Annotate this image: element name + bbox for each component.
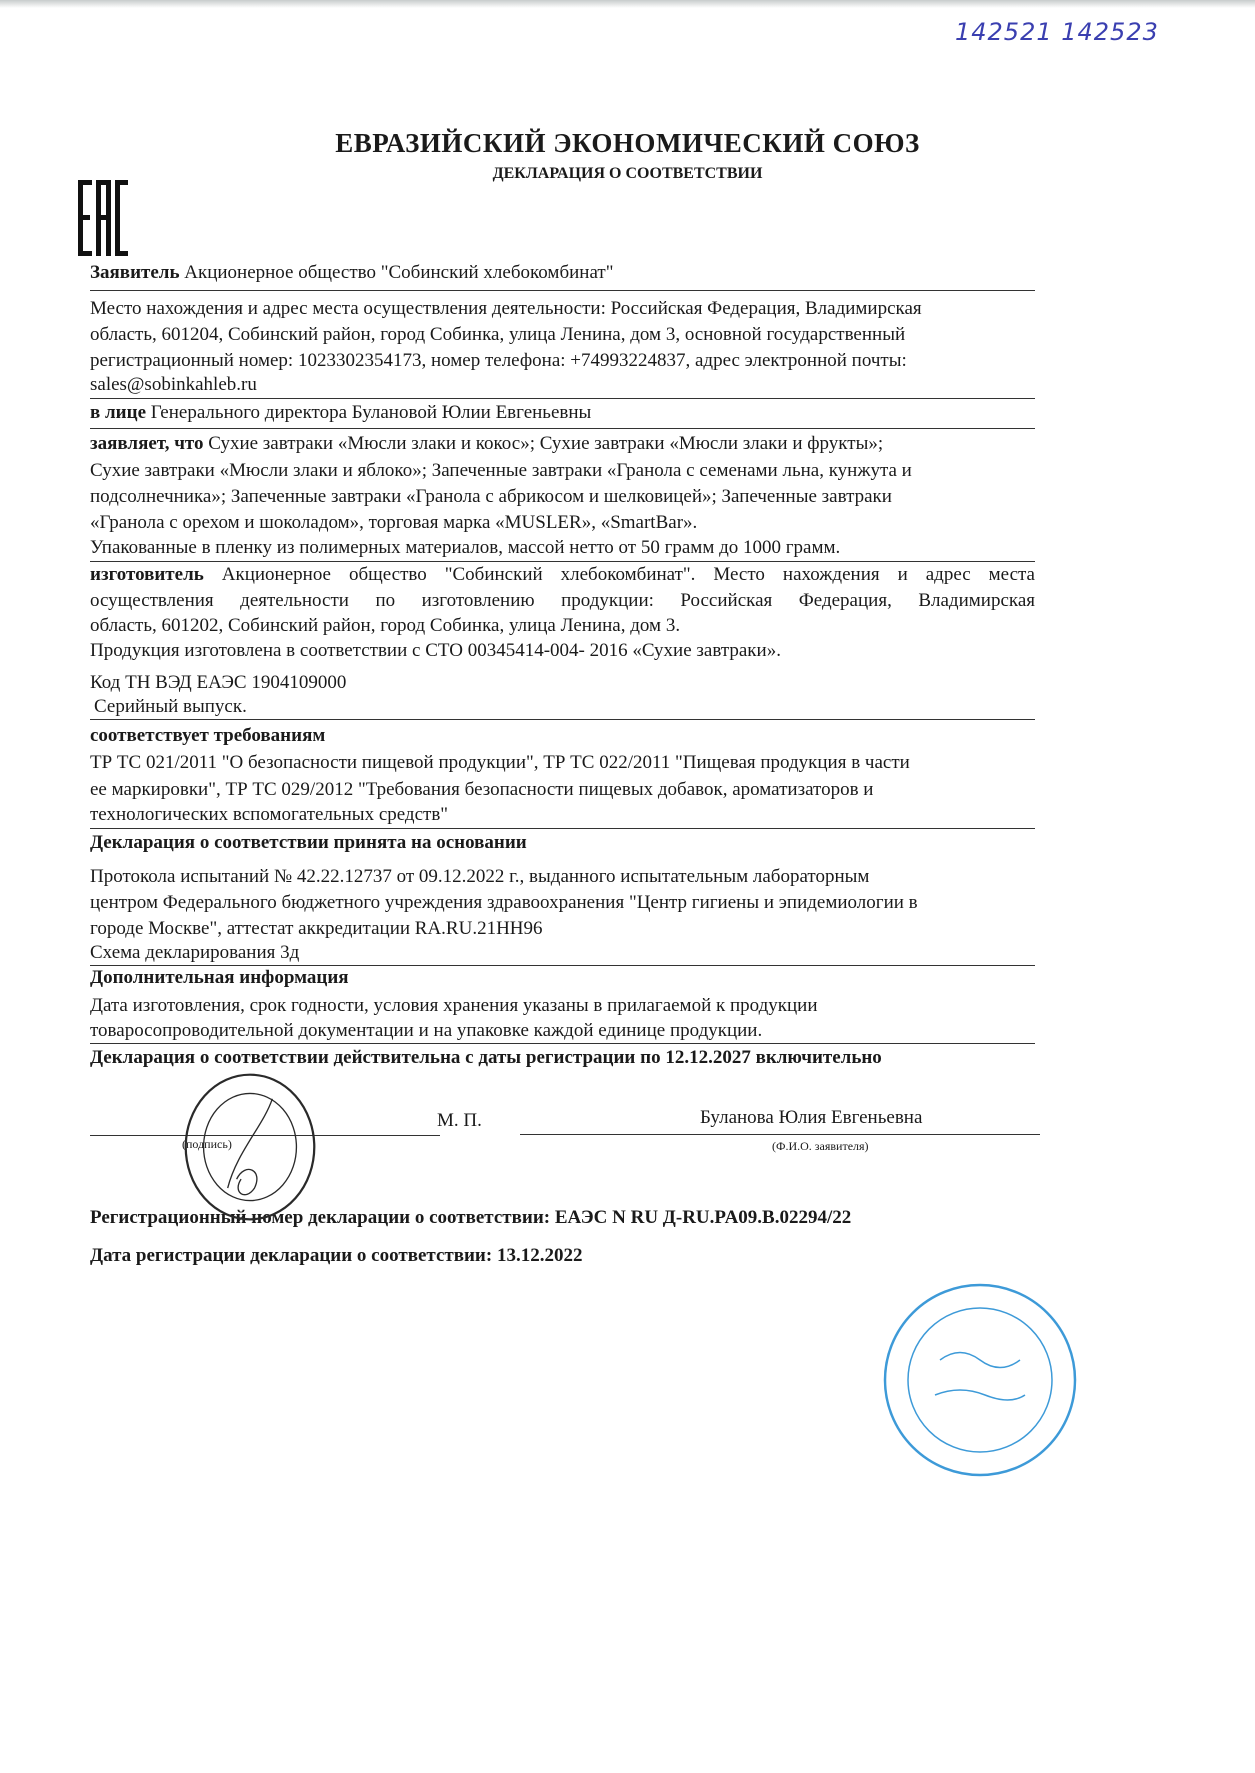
handwritten-note: 142521 142523 <box>955 18 1159 46</box>
address-line: область, 601204, Собинский район, город Собинка, улица Ленина, дом 3, основной государственный <box>90 324 906 345</box>
company-seal-stamp <box>175 1072 325 1222</box>
divider <box>90 428 1035 429</box>
declares-line: подсолнечника»; Запеченные завтраки «Гранола с абрикосом и шелковицей»; Запеченные завтраки <box>90 486 892 507</box>
address-line: регистрационный номер: 1023302354173, номер телефона: +74993224837, адрес электронной почты: <box>90 350 907 371</box>
page-subtitle: ДЕКЛАРАЦИЯ О СООТВЕТСТВИИ <box>492 165 763 182</box>
hs-code: Код ТН ВЭД ЕАЭС 1904109000 <box>90 672 347 693</box>
applicant-name: Буланова Юлия Евгеньевна <box>700 1107 923 1128</box>
requirements-line: ее маркировки", ТР ТС 029/2012 "Требования безопасности пищевых добавок, ароматизаторов и <box>90 779 874 800</box>
divider <box>90 561 1035 562</box>
divider <box>90 719 1035 720</box>
basis-line: Протокола испытаний № 42.22.12737 от 09.12.2022 г., выданного испытательным лабораторным <box>90 866 870 887</box>
declares-line: Сухие завтраки «Мюсли злаки и яблоко»; Запеченные завтраки «Гранола с семенами льна, кунжута и <box>90 460 912 481</box>
name-caption: (Ф.И.О. заявителя) <box>772 1139 869 1153</box>
packaging-line: Упакованные в пленку из полимерных материалов, массой нетто от 50 грамм до 1000 грамм. <box>90 537 841 558</box>
signature-caption: (подпись) <box>182 1137 232 1151</box>
basis-heading-text: Декларация о соответствии принята на основании <box>90 832 527 853</box>
declares-text: Сухие завтраки «Мюсли злаки и кокос»; Сухие завтраки «Мюсли злаки и фрукты»; <box>208 433 884 454</box>
validity-line <box>90 1046 1035 1070</box>
additional-heading-text: Дополнительная информация <box>90 967 349 988</box>
manufacturer-text: Акционерное общество "Собинский хлебокомбинат". Место нахождения и адрес места <box>221 564 1035 585</box>
additional-line: Дата изготовления, срок годности, условия хранения указаны в прилагаемой к продукции <box>90 995 818 1016</box>
basis-line: центром Федерального бюджетного учреждения здравоохранения "Центр гигиены и эпидемиологии в <box>90 892 918 913</box>
divider <box>90 828 1035 829</box>
scan-edge <box>0 0 1255 8</box>
mp-label: М. П. <box>437 1110 482 1131</box>
blue-certificate-stamp <box>880 1280 1080 1480</box>
divider <box>90 398 1035 399</box>
applicant-label: Заявитель <box>90 262 180 283</box>
registration-number-text: Регистрационный номер декларации о соответствии: ЕАЭС N RU Д-RU.PA09.B.02294/22 <box>90 1207 852 1228</box>
manufacturer-line: область, 601202, Собинский район, город Собинка, улица Ленина, дом 3. <box>90 615 681 636</box>
representative-value: Генерального директора Булановой Юлии Евгеньевны <box>150 402 592 423</box>
page-title: ЕВРАЗИЙСКИЙ ЭКОНОМИЧЕСКИЙ СОЮЗ <box>335 128 920 158</box>
divider <box>90 1043 1035 1044</box>
divider <box>90 290 1035 291</box>
requirements-heading-text: соответствует требованиям <box>90 725 326 746</box>
standard-line: Продукция изготовлена в соответствии с СТО 00345414-004- 2016 «Сухие завтраки». <box>90 640 781 661</box>
manufacturer-line: осуществления деятельности по изготовлению продукции: Российская Федерация, Владимирская <box>90 590 1035 611</box>
registration-date <box>90 1244 1035 1268</box>
applicant-line <box>90 261 1035 285</box>
requirements-line: технологических вспомогательных средств" <box>90 804 449 825</box>
declaration-scheme: Схема декларирования 3д <box>90 942 300 963</box>
declares-line <box>90 432 1035 456</box>
name-line <box>520 1134 1040 1135</box>
representative-line <box>90 401 1035 425</box>
declares-label: заявляет, что <box>90 433 204 454</box>
applicant-value: Акционерное общество "Собинский хлебокомбинат" <box>184 262 614 283</box>
basis-line: городе Москве", аттестат аккредитации RA.RU.21HH96 <box>90 918 543 939</box>
declares-line: «Гранола с орехом и шоколадом», торговая марка «MUSLER», «SmartBar». <box>90 512 698 533</box>
release-type: Серийный выпуск. <box>94 696 247 717</box>
representative-label: в лице <box>90 402 146 423</box>
address-email: sales@sobinkahleb.ru <box>90 374 257 395</box>
requirements-line: ТР ТС 021/2011 "О безопасности пищевой продукции", ТР ТС 022/2011 "Пищевая продукция в части <box>90 752 910 773</box>
validity-text: Декларация о соответствии действительна с даты регистрации по 12.12.2027 включительно <box>90 1047 882 1068</box>
additional-heading <box>90 966 1035 990</box>
requirements-heading <box>90 724 1035 748</box>
eac-logo-icon <box>78 180 128 256</box>
basis-heading <box>90 831 1035 855</box>
additional-line: товаросопроводительной документации и на упаковке каждой единице продукции. <box>90 1020 763 1041</box>
registration-date-text: Дата регистрации декларации о соответствии: 13.12.2022 <box>90 1245 583 1266</box>
manufacturer-line <box>90 563 1035 587</box>
manufacturer-label: изготовитель <box>90 564 204 585</box>
address-line: Место нахождения и адрес места осуществления деятельности: Российская Федерация, Владимирская <box>90 298 922 319</box>
